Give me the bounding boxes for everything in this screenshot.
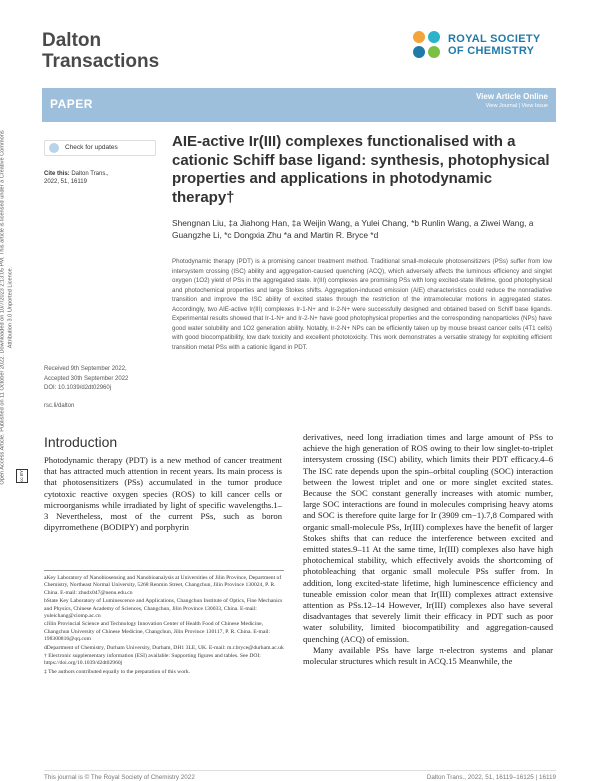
article-type-banner: [42, 88, 556, 122]
cite-label: Cite this:: [44, 171, 70, 177]
footnote: ‡ The authors contributed equally to the preparation of this work.: [44, 668, 191, 675]
view-journal-link[interactable]: View Journal | View Issue: [485, 103, 548, 109]
footnote: † Electronic supplementary information (ESI) available: Supporting figures and tables. See DOI: https://doi.org/10.1039/d2dt02960j: [44, 653, 261, 667]
abstract: Photodynamic therapy (PDT) is a promising cancer treatment method. Traditional small-molecule photosensitizers (PSs) suffer from low intersystem crossing (ISC) ability and aggregation-caused quenching (ACQ), which adversely affects the luminous efficiency and singlet oxygen (1O2) yield of PSs in the aggregated state. Ir(III) complexes are promising PSs with long excited-state lifetime, good photophysical and photochemical properties and large Stokes shifts. Aggregation-induced emission (AIE) characteristics could reduce the nonradiative transition and improve the ISC ability of excited states through the restriction of the intramolecular motions in aggregated states. Accordingly, two AIE-active Ir(III) complexes Ir-1-N+ and Ir-2-N+ were successfully designed and obtained based on Schiff base ligands. Experimental results showed that Ir-1-N+ and Ir-2-N+ have good photophysical properties and the corresponding nanoparticles (NPs) have good water solubility and 1O2 generation ability. Notably, Ir-2-N+ NPs can be efficiently taken up by mouse breast cancer cells (4T1 cells) with good biocompatibility, low dark toxicity and excellent phototoxicity. This work demonstrates a versatile strategy for exploiting efficient transition metal PSs with a cationic ligand in PDT.: [172, 258, 552, 351]
intro-column-1: Photodynamic therapy (PDT) is a new method of cancer treatment that has attracted much attention in recent years. Its main process is that photosensitizers (PSs) accumulated in the tumor produce cytotoxic reactive oxygen species (ROS) to kill cancer cells or microorganisms while irradiated by light of specific wavelengths.1–3 Nevertheless, most of the current PSs, such as boron dipyrromethene (BODIPY) and porphyrin: [44, 455, 282, 533]
footnote: aKey Laboratory of Nanobiosensing and Nanobioanalysis at Universities of Jilin Province, Department of Chemistry, Northeast Normal University, 5268 Renmin Street, Changchun, Jilin Province 130024, P. R. China. E-mail: zhudx047@nenu.edu.cn: [44, 575, 282, 596]
footnotes: [44, 570, 284, 677]
footnote: bState Key Laboratory of Luminescence and Applications, Changchun Institute of Optics, Fine Mechanics and Physics, Chinese Academy of Sciences, Changchun, Jilin Province 130033, China. E-mail: yuleichang@ciomp.ac.cn: [44, 598, 283, 620]
publisher-name: [448, 33, 541, 57]
open-access-notice: Open Access Article. Published on 11 October 2022. Downloaded on 10/7/2023 2:13:05 PM. This article is licensed under a Creative Commons Attribution 3.0 Unported Licence.: [0, 130, 13, 485]
article-type: PAPER: [50, 97, 93, 111]
publisher-line2: OF CHEMISTRY: [448, 45, 535, 57]
cite-text: Dalton Trans., 2022, 51, 16119: [44, 171, 109, 185]
footer-copyright: This journal is © The Royal Society of Chemistry 2022: [44, 774, 195, 781]
citation: [44, 170, 124, 186]
intro-paragraph: derivatives, need long irradiation times and large amount of PSs to achieve the high generation of ROS owing to their low singlet-to-triplet intersystem crossing (ISC) ability, which limits their PDT efficacy.4–6 The ISC rate depends upon the spin–orbital coupling (SOC) interaction between the lowest triplet and one or more singlet excited states. Because the SOC constant generally increases with atomic number, large SOC interactions are found in molecules comprising heavy atoms and SOC is therefore quite large for Ir (3909 cm−1).7,8 Compared with organic small-molecule PSs, Ir(III) complexes have the benefit of larger Stokes shifts that can reduce the interference between excited and emitted states.9–11 At the same time, Ir(III) complexes also have high photochemical stability, which effectively avoids the shortcoming of photobleaching that organic small molecule PSs suffer from. In addition, long excited-state lifetime, high luminescence efficiency and tuneable emission color mean that Ir(III) complexes attract extensive attention as PSs.12–14 However, Ir(III) complexes also have several disadvantages that severely limit their efficacy in PDT such as poor water solubility, limited biocompatibility and aggregation-caused quenching (ACQ) of emission.: [303, 432, 553, 644]
received-date: Received 9th September 2022,: [44, 366, 127, 372]
accepted-date: Accepted 30th September 2022: [44, 375, 129, 382]
rsc-logo-icon: [410, 28, 444, 62]
doi-link[interactable]: DOI: 10.1039/d2dt02960j: [44, 385, 112, 391]
publisher-line1: ROYAL SOCIETY: [448, 33, 541, 45]
update-icon: [49, 143, 59, 153]
intro-paragraph: Many available PSs have large π-electron systems and planar molecular structures which result in ACQ.15 Meanwhile, the: [303, 644, 553, 667]
cc-license-icon[interactable]: cc BY: [16, 469, 28, 483]
check-for-updates-label: Check for updates: [65, 144, 118, 151]
view-article-online-link[interactable]: View Article Online: [475, 92, 548, 101]
footnote: dDepartment of Chemistry, Durham University, Durham, DH1 3LE, UK. E-mail: m.r.bryce@durham.ac.uk: [44, 644, 284, 651]
view-links: [476, 92, 548, 109]
journal-name-line1: Dalton: [42, 30, 102, 51]
page-footer: [44, 770, 556, 781]
footnote: cJilin Provincial Science and Technology Innovation Center of Health Food of Chinese Medicine, Changchun University of Chinese Medicine, Changchun, Jilin Province 130117, P. R. China. E-mail: 198300816@qq.com: [44, 621, 270, 643]
intro-column-2: [303, 432, 553, 667]
publisher-logo[interactable]: [410, 28, 560, 68]
journal-name: [42, 30, 202, 72]
footer-citation: Dalton Trans., 2022, 51, 16119–16125 | 16119: [426, 774, 556, 781]
journal-link[interactable]: rsc.li/dalton: [44, 403, 75, 409]
journal-name-line2: Transactions: [42, 51, 160, 72]
article-title: AIE-active Ir(III) complexes functionalised with a cationic Schiff base ligand: synthesis, photophysical properties and applications in photodynamic therapy†: [172, 133, 550, 206]
author-list: Shengnan Liu, ‡a Jiahong Han, ‡a Weijin Wang, a Yulei Chang, *b Runlin Wang, a Ziwei Wang, a Guangzhe Li, *c Dongxia Zhu *a and Martin R. Bryce *d: [172, 218, 534, 240]
section-heading: Introduction: [44, 434, 118, 450]
received-dates: [44, 365, 164, 394]
check-for-updates-button[interactable]: [44, 140, 156, 156]
